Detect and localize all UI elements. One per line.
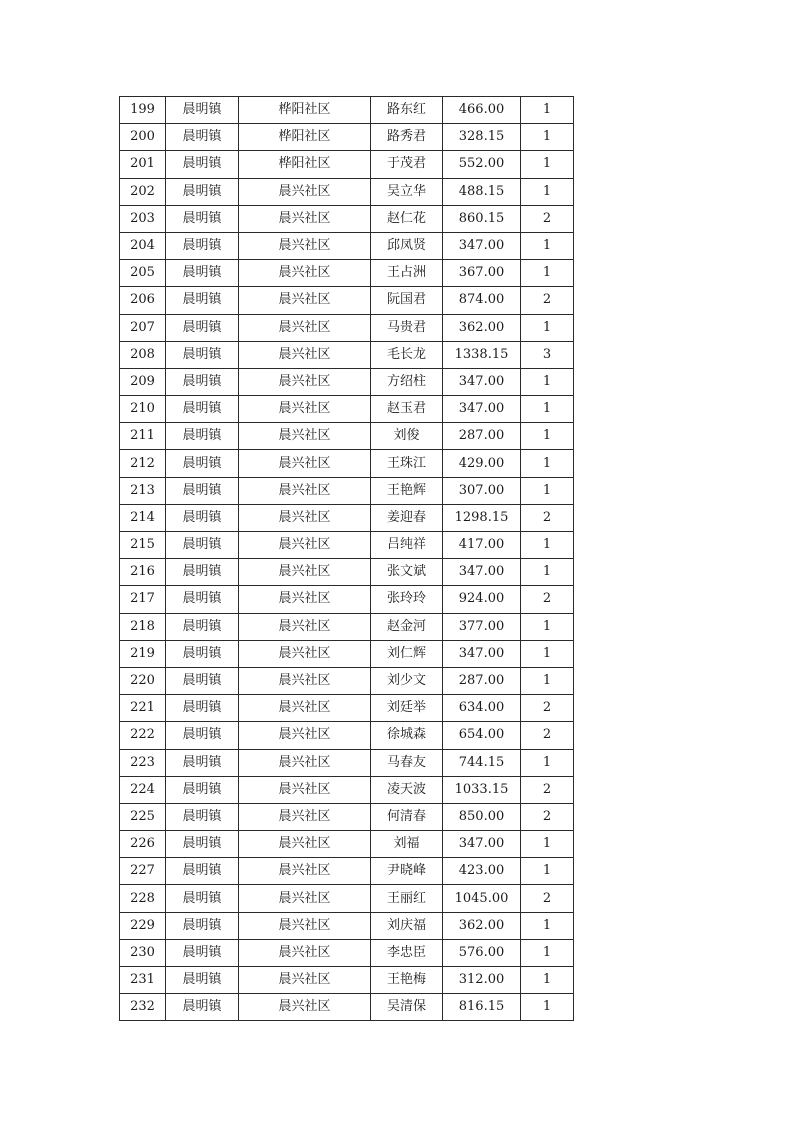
town-cell: 晨明镇 <box>166 776 239 803</box>
community-cell: 晨兴社区 <box>239 559 371 586</box>
town-cell: 晨明镇 <box>166 504 239 531</box>
table-row <box>120 912 574 939</box>
row-number-cell: 220 <box>120 667 166 694</box>
name-cell: 刘福 <box>371 831 443 858</box>
name-cell: 刘仁辉 <box>371 640 443 667</box>
table-row <box>120 504 574 531</box>
table-row <box>120 858 574 885</box>
amount-cell: 1033.15 <box>443 776 521 803</box>
count-cell: 2 <box>521 586 574 613</box>
count-cell: 1 <box>521 640 574 667</box>
amount-cell: 377.00 <box>443 613 521 640</box>
name-cell: 王珠江 <box>371 450 443 477</box>
row-number-cell: 205 <box>120 260 166 287</box>
name-cell: 王丽红 <box>371 885 443 912</box>
amount-cell: 347.00 <box>443 831 521 858</box>
name-cell: 王艳辉 <box>371 477 443 504</box>
amount-cell: 347.00 <box>443 396 521 423</box>
town-cell: 晨明镇 <box>166 559 239 586</box>
count-cell: 2 <box>521 803 574 830</box>
community-cell: 晨兴社区 <box>239 967 371 994</box>
town-cell: 晨明镇 <box>166 368 239 395</box>
community-cell: 晨兴社区 <box>239 477 371 504</box>
row-number-cell: 214 <box>120 504 166 531</box>
amount-cell: 287.00 <box>443 423 521 450</box>
name-cell: 王艳梅 <box>371 967 443 994</box>
row-number-cell: 221 <box>120 695 166 722</box>
name-cell: 张文斌 <box>371 559 443 586</box>
name-cell: 于茂君 <box>371 151 443 178</box>
row-number-cell: 203 <box>120 205 166 232</box>
count-cell: 1 <box>521 477 574 504</box>
town-cell: 晨明镇 <box>166 477 239 504</box>
count-cell: 1 <box>521 613 574 640</box>
table-row <box>120 776 574 803</box>
community-cell: 晨兴社区 <box>239 912 371 939</box>
row-number-cell: 217 <box>120 586 166 613</box>
amount-cell: 367.00 <box>443 260 521 287</box>
row-number-cell: 215 <box>120 532 166 559</box>
count-cell: 1 <box>521 232 574 259</box>
name-cell: 马贵君 <box>371 314 443 341</box>
community-cell: 晨兴社区 <box>239 205 371 232</box>
town-cell: 晨明镇 <box>166 260 239 287</box>
row-number-cell: 213 <box>120 477 166 504</box>
amount-cell: 488.15 <box>443 178 521 205</box>
amount-cell: 362.00 <box>443 314 521 341</box>
amount-cell: 1338.15 <box>443 341 521 368</box>
town-cell: 晨明镇 <box>166 341 239 368</box>
town-cell: 晨明镇 <box>166 749 239 776</box>
town-cell: 晨明镇 <box>166 695 239 722</box>
table-row <box>120 803 574 830</box>
town-cell: 晨明镇 <box>166 205 239 232</box>
row-number-cell: 229 <box>120 912 166 939</box>
community-cell: 晨兴社区 <box>239 831 371 858</box>
table-row <box>120 667 574 694</box>
amount-cell: 552.00 <box>443 151 521 178</box>
name-cell: 路秀君 <box>371 124 443 151</box>
amount-cell: 744.15 <box>443 749 521 776</box>
town-cell: 晨明镇 <box>166 232 239 259</box>
name-cell: 李忠臣 <box>371 939 443 966</box>
town-cell: 晨明镇 <box>166 178 239 205</box>
count-cell: 1 <box>521 532 574 559</box>
count-cell: 1 <box>521 967 574 994</box>
town-cell: 晨明镇 <box>166 803 239 830</box>
count-cell: 1 <box>521 260 574 287</box>
name-cell: 阮国君 <box>371 287 443 314</box>
town-cell: 晨明镇 <box>166 287 239 314</box>
community-cell: 晨兴社区 <box>239 423 371 450</box>
town-cell: 晨明镇 <box>166 885 239 912</box>
count-cell: 1 <box>521 124 574 151</box>
table-row <box>120 97 574 124</box>
row-number-cell: 224 <box>120 776 166 803</box>
community-cell: 晨兴社区 <box>239 803 371 830</box>
town-cell: 晨明镇 <box>166 967 239 994</box>
row-number-cell: 204 <box>120 232 166 259</box>
name-cell: 刘少文 <box>371 667 443 694</box>
town-cell: 晨明镇 <box>166 151 239 178</box>
amount-cell: 417.00 <box>443 532 521 559</box>
table-row <box>120 368 574 395</box>
name-cell: 何清春 <box>371 803 443 830</box>
row-number-cell: 210 <box>120 396 166 423</box>
amount-cell: 654.00 <box>443 722 521 749</box>
table-row <box>120 477 574 504</box>
town-cell: 晨明镇 <box>166 831 239 858</box>
name-cell: 吴清保 <box>371 994 443 1021</box>
town-cell: 晨明镇 <box>166 450 239 477</box>
town-cell: 晨明镇 <box>166 586 239 613</box>
community-cell: 晨兴社区 <box>239 314 371 341</box>
count-cell: 1 <box>521 831 574 858</box>
town-cell: 晨明镇 <box>166 667 239 694</box>
row-number-cell: 212 <box>120 450 166 477</box>
row-number-cell: 202 <box>120 178 166 205</box>
count-cell: 3 <box>521 341 574 368</box>
table-row <box>120 722 574 749</box>
community-cell: 晨兴社区 <box>239 504 371 531</box>
table-row <box>120 205 574 232</box>
name-cell: 邱凤贤 <box>371 232 443 259</box>
table-row <box>120 532 574 559</box>
community-cell: 晨兴社区 <box>239 776 371 803</box>
row-number-cell: 207 <box>120 314 166 341</box>
community-cell: 桦阳社区 <box>239 97 371 124</box>
town-cell: 晨明镇 <box>166 97 239 124</box>
community-cell: 晨兴社区 <box>239 994 371 1021</box>
community-cell: 晨兴社区 <box>239 695 371 722</box>
table-row <box>120 939 574 966</box>
name-cell: 吕纯祥 <box>371 532 443 559</box>
community-cell: 晨兴社区 <box>239 396 371 423</box>
name-cell: 王占洲 <box>371 260 443 287</box>
count-cell: 1 <box>521 994 574 1021</box>
town-cell: 晨明镇 <box>166 912 239 939</box>
row-number-cell: 218 <box>120 613 166 640</box>
table-row <box>120 178 574 205</box>
town-cell: 晨明镇 <box>166 939 239 966</box>
count-cell: 1 <box>521 368 574 395</box>
count-cell: 2 <box>521 695 574 722</box>
count-cell: 1 <box>521 314 574 341</box>
name-cell: 路东红 <box>371 97 443 124</box>
table-row <box>120 559 574 586</box>
table-row <box>120 151 574 178</box>
count-cell: 1 <box>521 559 574 586</box>
amount-cell: 287.00 <box>443 667 521 694</box>
table-row <box>120 423 574 450</box>
town-cell: 晨明镇 <box>166 396 239 423</box>
row-number-cell: 201 <box>120 151 166 178</box>
town-cell: 晨明镇 <box>166 613 239 640</box>
row-number-cell: 222 <box>120 722 166 749</box>
community-cell: 晨兴社区 <box>239 613 371 640</box>
row-number-cell: 199 <box>120 97 166 124</box>
town-cell: 晨明镇 <box>166 640 239 667</box>
amount-cell: 312.00 <box>443 967 521 994</box>
count-cell: 1 <box>521 97 574 124</box>
count-cell: 2 <box>521 504 574 531</box>
community-cell: 晨兴社区 <box>239 287 371 314</box>
community-cell: 桦阳社区 <box>239 151 371 178</box>
community-cell: 晨兴社区 <box>239 368 371 395</box>
amount-cell: 362.00 <box>443 912 521 939</box>
count-cell: 2 <box>521 776 574 803</box>
count-cell: 2 <box>521 722 574 749</box>
count-cell: 1 <box>521 939 574 966</box>
community-cell: 晨兴社区 <box>239 260 371 287</box>
community-cell: 晨兴社区 <box>239 178 371 205</box>
community-cell: 晨兴社区 <box>239 232 371 259</box>
community-cell: 晨兴社区 <box>239 858 371 885</box>
row-number-cell: 200 <box>120 124 166 151</box>
amount-cell: 850.00 <box>443 803 521 830</box>
name-cell: 徐城森 <box>371 722 443 749</box>
name-cell: 吴立华 <box>371 178 443 205</box>
row-number-cell: 211 <box>120 423 166 450</box>
name-cell: 刘廷举 <box>371 695 443 722</box>
row-number-cell: 225 <box>120 803 166 830</box>
row-number-cell: 209 <box>120 368 166 395</box>
community-cell: 晨兴社区 <box>239 939 371 966</box>
name-cell: 赵仁花 <box>371 205 443 232</box>
roster-table-body <box>120 97 574 1021</box>
name-cell: 尹晓峰 <box>371 858 443 885</box>
row-number-cell: 208 <box>120 341 166 368</box>
row-number-cell: 227 <box>120 858 166 885</box>
amount-cell: 347.00 <box>443 640 521 667</box>
amount-cell: 328.15 <box>443 124 521 151</box>
count-cell: 1 <box>521 178 574 205</box>
amount-cell: 1298.15 <box>443 504 521 531</box>
amount-cell: 307.00 <box>443 477 521 504</box>
amount-cell: 1045.00 <box>443 885 521 912</box>
name-cell: 毛长龙 <box>371 341 443 368</box>
roster-table <box>119 96 574 1021</box>
row-number-cell: 216 <box>120 559 166 586</box>
community-cell: 晨兴社区 <box>239 640 371 667</box>
amount-cell: 347.00 <box>443 368 521 395</box>
amount-cell: 576.00 <box>443 939 521 966</box>
row-number-cell: 232 <box>120 994 166 1021</box>
count-cell: 1 <box>521 423 574 450</box>
amount-cell: 874.00 <box>443 287 521 314</box>
amount-cell: 816.15 <box>443 994 521 1021</box>
town-cell: 晨明镇 <box>166 124 239 151</box>
table-row <box>120 640 574 667</box>
row-number-cell: 219 <box>120 640 166 667</box>
town-cell: 晨明镇 <box>166 994 239 1021</box>
table-row <box>120 885 574 912</box>
table-row <box>120 450 574 477</box>
name-cell: 张玲玲 <box>371 586 443 613</box>
name-cell: 马春友 <box>371 749 443 776</box>
community-cell: 晨兴社区 <box>239 532 371 559</box>
row-number-cell: 206 <box>120 287 166 314</box>
row-number-cell: 223 <box>120 749 166 776</box>
amount-cell: 429.00 <box>443 450 521 477</box>
table-row <box>120 994 574 1021</box>
table-row <box>120 314 574 341</box>
name-cell: 方绍柱 <box>371 368 443 395</box>
community-cell: 晨兴社区 <box>239 885 371 912</box>
row-number-cell: 231 <box>120 967 166 994</box>
name-cell: 刘俊 <box>371 423 443 450</box>
table-row <box>120 586 574 613</box>
table-row <box>120 287 574 314</box>
amount-cell: 466.00 <box>443 97 521 124</box>
town-cell: 晨明镇 <box>166 314 239 341</box>
community-cell: 晨兴社区 <box>239 450 371 477</box>
count-cell: 1 <box>521 151 574 178</box>
table-row <box>120 613 574 640</box>
table-row <box>120 124 574 151</box>
count-cell: 2 <box>521 885 574 912</box>
name-cell: 姜迎春 <box>371 504 443 531</box>
table-row <box>120 341 574 368</box>
name-cell: 赵玉君 <box>371 396 443 423</box>
community-cell: 晨兴社区 <box>239 341 371 368</box>
count-cell: 1 <box>521 396 574 423</box>
community-cell: 晨兴社区 <box>239 749 371 776</box>
table-row <box>120 831 574 858</box>
count-cell: 2 <box>521 287 574 314</box>
amount-cell: 423.00 <box>443 858 521 885</box>
table-row <box>120 232 574 259</box>
town-cell: 晨明镇 <box>166 858 239 885</box>
community-cell: 桦阳社区 <box>239 124 371 151</box>
row-number-cell: 226 <box>120 831 166 858</box>
town-cell: 晨明镇 <box>166 722 239 749</box>
table-row <box>120 749 574 776</box>
count-cell: 1 <box>521 858 574 885</box>
count-cell: 1 <box>521 450 574 477</box>
amount-cell: 634.00 <box>443 695 521 722</box>
name-cell: 刘庆福 <box>371 912 443 939</box>
count-cell: 1 <box>521 912 574 939</box>
amount-cell: 860.15 <box>443 205 521 232</box>
amount-cell: 924.00 <box>443 586 521 613</box>
name-cell: 凌天波 <box>371 776 443 803</box>
row-number-cell: 230 <box>120 939 166 966</box>
amount-cell: 347.00 <box>443 559 521 586</box>
count-cell: 1 <box>521 667 574 694</box>
community-cell: 晨兴社区 <box>239 667 371 694</box>
town-cell: 晨明镇 <box>166 423 239 450</box>
count-cell: 2 <box>521 205 574 232</box>
table-row <box>120 396 574 423</box>
row-number-cell: 228 <box>120 885 166 912</box>
town-cell: 晨明镇 <box>166 532 239 559</box>
community-cell: 晨兴社区 <box>239 586 371 613</box>
table-row <box>120 967 574 994</box>
community-cell: 晨兴社区 <box>239 722 371 749</box>
table-row <box>120 695 574 722</box>
count-cell: 1 <box>521 749 574 776</box>
amount-cell: 347.00 <box>443 232 521 259</box>
table-row <box>120 260 574 287</box>
name-cell: 赵金河 <box>371 613 443 640</box>
